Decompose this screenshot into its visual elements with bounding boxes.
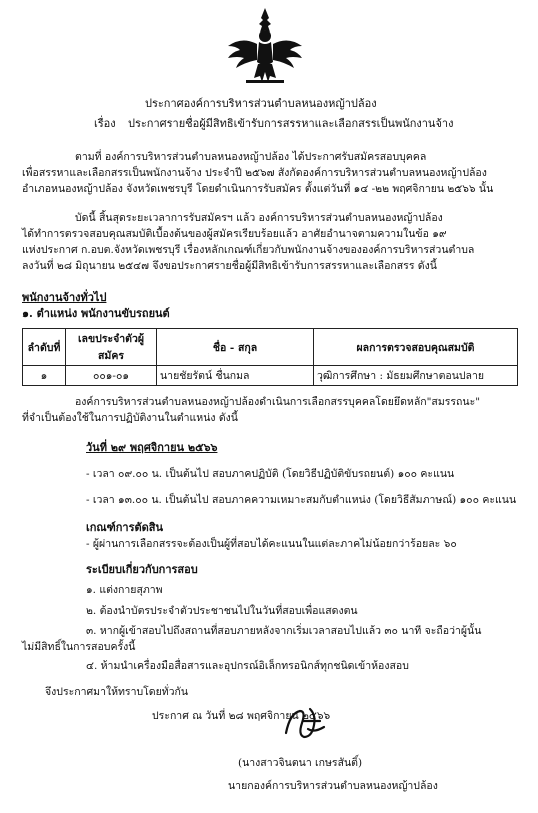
cell-result: วุฒิการศึกษา : มัธยมศึกษาตอนปลาย <box>314 366 518 386</box>
rule-item: ๓. หากผู้เข้าสอบไปถึงสถานที่สอบภายหลังจากเริ่มเวลาสอบไปแล้ว ๓๐ นาที จะถือว่าผู้นั้น <box>86 625 482 637</box>
announcement-title: ประกาศองค์การบริหารส่วนตำบลหนองหญ้าปล้อง <box>145 97 377 110</box>
para2-line: ลงวันที่ ๒๘ มิถุนายน ๒๕๔๗ จึงขอประกาศรายชื่อผู้มีสิทธิเข้ารับการสรรหาและเลือกสรร ดังนี้ <box>22 260 437 272</box>
rule-item: ๔. ห้ามนำเครื่องมือสื่อสารและอุปกรณ์อิเล็กทรอนิกส์ทุกชนิดเข้าห้องสอบ <box>86 660 409 672</box>
schedule-item: - เวลา ๐๙.๐๐ น. เป็นต้นไป สอบภาคปฏิบัติ (โดยวิธีปฏิบัติขับรถยนต์) ๑๐๐ คะแนน <box>86 468 455 480</box>
col-header-result: ผลการตรวจสอบคุณสมบัติ <box>314 329 518 366</box>
rule-item: ๑. แต่งกายสุภาพ <box>86 584 163 596</box>
exam-date: วันที่ ๒๙ พฤศจิกายน ๒๕๖๖ <box>86 441 218 454</box>
signer-title: นายกองค์การบริหารส่วนตำบลหนองหญ้าปล้อง <box>228 780 438 792</box>
table-row <box>23 366 518 386</box>
para3-line: องค์การบริหารส่วนตำบลหนองหญ้าปล้องดำเนินการเลือกสรรบุคคลโดยยึดหลัก"สมรรถนะ" <box>75 396 481 408</box>
schedule-item: - เวลา ๑๓.๐๐ น. เป็นต้นไป สอบภาคความเหมาะสมกับตำแหน่ง (โดยวิธีสัมภาษณ์) ๑๐๐ คะแนน <box>86 494 517 506</box>
para3-line: ที่จำเป็นต้องใช้ในการปฏิบัติงานในตำแหน่ง ดังนี้ <box>22 412 238 424</box>
section-title: พนักงานจ้างทั่วไป <box>22 291 107 304</box>
closing-text: จึงประกาศมาให้ทราบโดยทั่วกัน <box>45 686 189 698</box>
para2-line: ได้ทำการตรวจสอบคุณสมบัติเบื้องต้นของผู้สมัครเรียบร้อยแล้ว อาศัยอำนาจตามความในข้อ ๑๙ <box>22 228 447 240</box>
para1-line: เพื่อสรรหาและเลือกสรรเป็นพนักงานจ้าง ประจำปี ๒๕๖๗ สังกัดองค์การบริหารส่วนตำบลหนองหญ้าปล้อง <box>22 167 487 179</box>
criteria-title: เกณฑ์การตัดสิน <box>86 521 164 534</box>
rules-title: ระเบียบเกี่ยวกับการสอบ <box>86 563 198 576</box>
rule-item: ไม่มีสิทธิ์ในการสอบครั้งนี้ <box>22 641 136 653</box>
para2-line: แห่งประกาศ ก.อบต.จังหวัดเพชรบุรี เรื่องหลักเกณฑ์เกี่ยวกับพนักงานจ้างขององค์การบริหารส่วนตำบล <box>22 244 475 256</box>
para2-line: บัดนี้ สิ้นสุดระยะเวลาการรับสมัครฯ แล้ว องค์การบริหารส่วนตำบลหนองหญ้าปล้อง <box>75 212 443 224</box>
subject-label: เรื่อง <box>94 117 116 130</box>
position-line: ๑. ตำแหน่ง พนักงานขับรถยนต์ <box>22 307 170 320</box>
cell-name: นายชัยรัตน์ ชื่นกมล <box>157 366 314 386</box>
signature-icon <box>280 703 326 743</box>
subject-text: ประกาศรายชื่อผู้มีสิทธิเข้ารับการสรรหาและเลือกสรรเป็นพนักงานจ้าง <box>128 117 454 130</box>
col-header-no: ลำดับที่ <box>23 329 66 366</box>
para1-line: อำเภอหนองหญ้าปล้อง จังหวัดเพชรบุรี โดยดำเนินการรับสมัคร ตั้งแต่วันที่ ๑๔ -๒๒ พฤศจิกายน ๒๕๖๖ นั้น <box>22 183 494 195</box>
cell-applicant-id: ๐๐๑-๐๑ <box>66 366 157 386</box>
cell-no: ๑ <box>23 366 66 386</box>
col-header-name: ชื่อ - สกุล <box>157 329 314 366</box>
para1-line: ตามที่ องค์การบริหารส่วนตำบลหนองหญ้าปล้อง ได้ประกาศรับสมัครสอบบุคคล <box>75 151 427 163</box>
rule-item: ๒. ต้องนำบัตรประจำตัวประชาชนไปในวันที่สอบเพื่อแสดงตน <box>86 605 358 617</box>
criteria-text: - ผู้ผ่านการเลือกสรรจะต้องเป็นผู้ที่สอบได้คะแนนในแต่ละภาคไม่น้อยกว่าร้อยละ ๖๐ <box>86 538 457 550</box>
table-header-row <box>23 329 518 366</box>
signer-name: (นางสาวจินตนา เกษรสันติ์) <box>238 757 363 769</box>
col-header-applicant-id: เลขประจำตัวผู้สมัคร <box>66 329 157 366</box>
announce-date: ประกาศ ณ วันที่ ๒๘ พฤศจิกายน ๒๕๖๖ <box>152 710 331 722</box>
candidate-table <box>22 328 518 386</box>
garuda-emblem-icon <box>224 6 306 84</box>
